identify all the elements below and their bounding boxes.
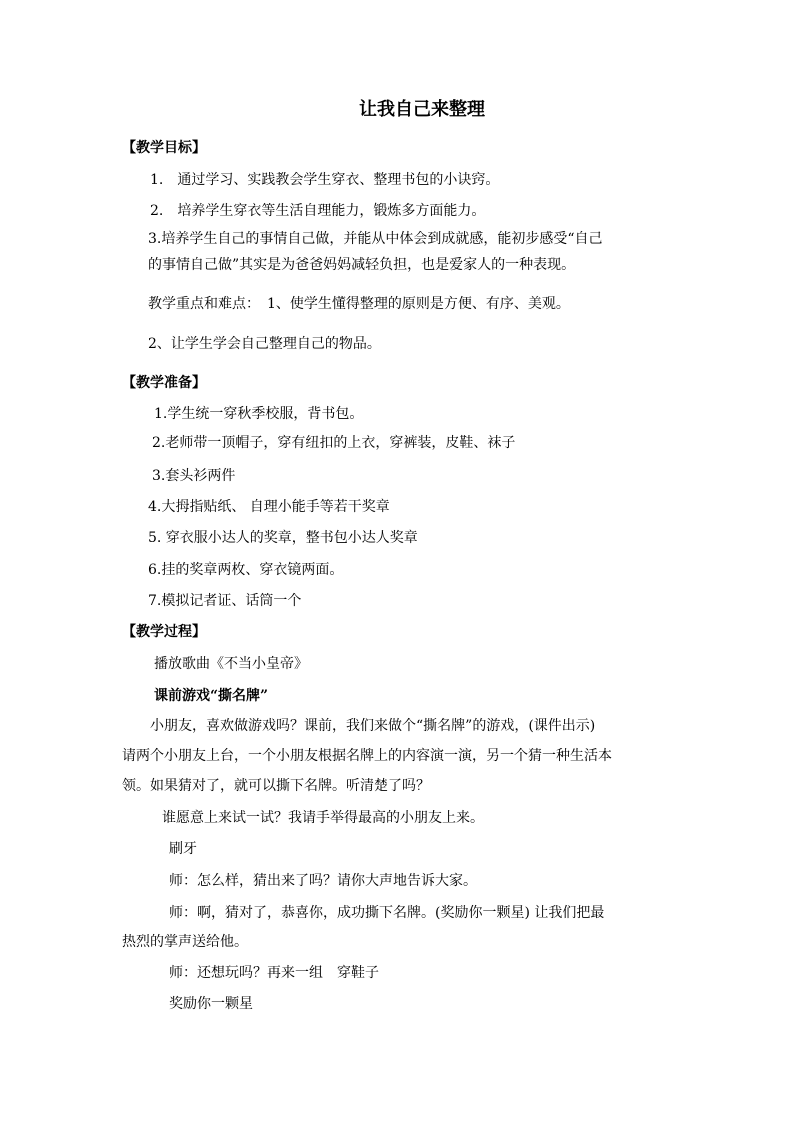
section-heading-goals: 【教学目标】 [122, 140, 206, 156]
goal-item: 1. 通过学习、实践教会学生穿衣、整理书包的小诀窍。 [150, 172, 500, 188]
process-song: 播放歌曲《不当小皇帝》 [154, 656, 308, 672]
prep-item: 6.挂的奖章两枚、穿衣镜两面。 [148, 562, 344, 578]
section-heading-prep: 【教学准备】 [122, 375, 206, 391]
process-paragraph-continuation: 热烈的掌声送给他。 [122, 934, 248, 950]
process-paragraph-continuation: 领。如果猜对了，就可以撕下名牌。听清楚了吗？ [122, 778, 430, 794]
prep-item: 3.套头衫两件 [152, 468, 236, 484]
key-points: 教学重点和难点： 1、使学生懂得整理的原则是方便、有序、美观。 [148, 296, 570, 312]
goal-item-continuation: 的事情自己做”其实是为爸爸妈妈减轻负担，也是爱家人的一种表现。 [148, 257, 576, 273]
section-heading-process: 【教学过程】 [122, 624, 206, 640]
prep-item: 5. 穿衣服小达人的奖章，整书包小达人奖章 [148, 530, 418, 546]
process-paragraph-continuation: 请两个小朋友上台，一个小朋友根据名牌上的内容演一演，另一个猜一种生活本 [122, 748, 612, 764]
game-title: 课前游戏“撕名牌” [154, 688, 269, 704]
prep-item: 7.模拟记者证、话筒一个 [148, 593, 302, 609]
prep-item: 4.大拇指贴纸、 自理小能手等若干奖章 [148, 499, 390, 515]
process-paragraph: 奖励你一颗星 [169, 996, 253, 1012]
process-paragraph: 师：还想玩吗？再来一组 穿鞋子 [169, 965, 379, 981]
key-points-continuation: 2、让学生学会自己整理自己的物品。 [148, 336, 381, 352]
process-paragraph: 刷牙 [169, 841, 197, 857]
process-paragraph: 师：啊，猜对了，恭喜你，成功撕下名牌。(奖励你一颗星) 让我们把最 [169, 905, 605, 921]
process-paragraph: 小朋友，喜欢做游戏吗？课前，我们来做个“撕名牌”的游戏，(课件出示) [150, 718, 596, 734]
prep-item: 1.学生统一穿秋季校服，背书包。 [154, 406, 364, 422]
prep-item: 2.老师带一顶帽子，穿有纽扣的上衣，穿裤装，皮鞋、袜子 [152, 435, 516, 451]
goal-item: 2. 培养学生穿衣等生活自理能力，锻炼多方面能力。 [150, 203, 486, 219]
process-paragraph: 师：怎么样，猜出来了吗？请你大声地告诉大家。 [169, 873, 477, 889]
process-paragraph: 谁愿意上来试一试？我请手举得最高的小朋友上来。 [162, 810, 484, 826]
page-title: 让我自己来整理 [359, 99, 485, 120]
goal-item: 3.培养学生自己的事情自己做，并能从中体会到成就感，能初步感受“自己 [148, 231, 603, 247]
